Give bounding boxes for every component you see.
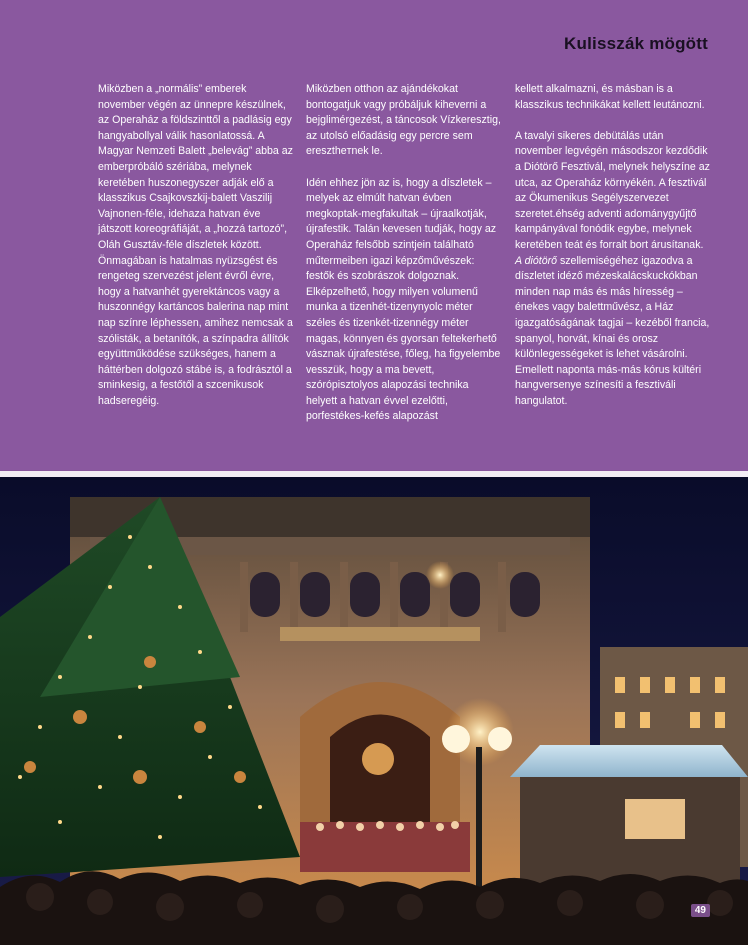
paragraph xyxy=(515,129,713,410)
paragraph: Idén ehhez jön az is, hogy a díszletek – melyek az elmúlt hatvan évben megkoptak-megfakultak – újraalkotják, újrafestik. Talán kevesen tudják, hogy az Operaház felsőbb szintjein található műtermeiben igazi képzőművészek: festők és szobrászok dolgoznak. Elképzelhető, hogy milyen volumenű munka a tizenhét-tizenynyolc méter széles és tizenkét-tizennégy méter magas, könnyen és gyorsan feltekerhető vásznak újrafestése, főleg, ha figyelembe vesszük, hogy a ma bevett, szórópisztolyos alapozási technika helyett a hatvan évvel ezelőtti, porfestékes-kefés alapozást xyxy=(306,176,501,423)
paragraph: Miközben a „normális” emberek november végén az ünnepre készülnek, az Operaház a földszinttől a padlásig egy hangyabollyal válik hasonlatossá. A Magyar Nemzeti Balett „belevág” abba az emberpróbáló szériába, melynek keretében huszonegyszer adják elő a klasszikus Csajkovszkij-balett Vaszilij Vajnonen-féle, idehaza hatvan éve játszott koreográfiáját, a „hozzá tartozó”, Oláh Gusztáv-féle díszletek között. Önmagában is hatalmas nyüzsgést és rengeteg szervezést jelent évről évre, hogy a hatvanhét gyerektáncos vagy a huszonnégy kartáncos balerina nap mint nap színre léphessen, amihez nemcsak a szólisták, a betanítók, a színpadra állítók együttműködése szükséges, hanem a háttérben dolgozó stábé is, a fodrásztól a sminkesig, a festőtől a szcenikusok hadseregéig. xyxy=(98,83,293,407)
section-title: Kulisszák mögött xyxy=(564,34,708,53)
opera-house-photo xyxy=(0,477,748,945)
text-column-3 xyxy=(515,82,713,425)
paragraph: kellett alkalmazni, és másban is a klasszikus technikákat kellett leutánozni. xyxy=(515,83,705,111)
italic-title: A diótörő xyxy=(515,254,558,267)
text-column-1 xyxy=(98,82,294,425)
page-number: 49 xyxy=(691,904,710,917)
paragraph-tail: szellemiségéhez igazodva a díszletet idéző mézeskalácskuckókban minden nap más és más híresség – énekes vagy balettművész, a Ház igazgatóságának tagjai – kezéből francia, spanyol, horvát, kínai és orosz különlegességeket is lehet vásárolni. Emellett naponta más-más kórus kültéri hangversenye színesíti a fesztiváli hangulatot. xyxy=(515,254,710,407)
paragraph-body: A tavalyi sikeres debütálás után november legvégén másodszor kezdődik a Diótörő Fesztivál, melynek helyszíne az utca, az Operaház környékén. A fesztivál az Ökumenikus Segélyszervezet szeretet.éhség adventi adománygyűjtő kampányával fonódik egybe, melynek keretében teát és forralt bort árusítanak. xyxy=(515,129,710,251)
text-panel xyxy=(0,0,748,471)
text-column-2 xyxy=(306,82,502,441)
paragraph: Miközben otthon az ajándékokat bontogatjuk vagy próbáljuk kiheverni a bejglimérgezést, a táncosok Vízkeresztig, az utolsó előadásig egy percre sem eresztheтnek le. xyxy=(306,83,501,158)
